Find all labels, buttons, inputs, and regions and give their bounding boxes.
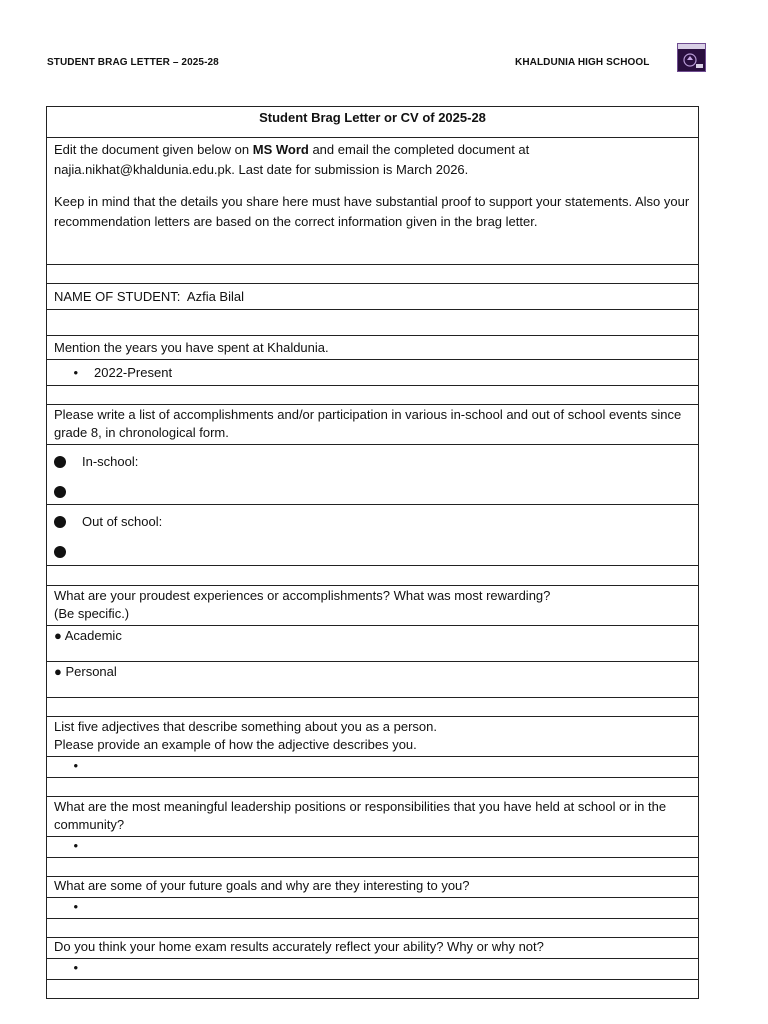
out-of-school-label: Out of school: (82, 514, 163, 529)
brag-letter-form (46, 106, 699, 999)
form-title: Student Brag Letter or CV of 2025-28 (47, 107, 699, 138)
school-crest-icon (677, 43, 706, 72)
bullet-icon: • (73, 838, 78, 853)
academic-cell[interactable]: ● Academic (47, 626, 699, 662)
instructions-paragraph-1: Edit the document given below on MS Word and email the completed document at najia.nikhat@khaldunia.edu.pk. Last date for submission is March 2026. (54, 142, 530, 177)
leadership-question: What are the most meaningful leadership positions or responsibilities that you have held at school or in the community? (47, 797, 699, 837)
adjectives-question-line-1: List five adjectives that describe something about you as a person. (54, 719, 437, 734)
adjectives-answer-row[interactable] (47, 757, 699, 778)
accomplishments-question: Please write a list of accomplishments and/or participation in various in-school and out of school events since grade 8, in chronological form. (47, 405, 699, 445)
spacer-row[interactable] (47, 386, 699, 405)
in-school-cell[interactable] (47, 445, 699, 505)
goals-answer-row[interactable] (47, 898, 699, 919)
instructions-paragraph-2: Keep in mind that the details you share here must have substantial proof to support your statements. Also your recommendation letters are based on the correct information given in the brag letter. (54, 194, 690, 229)
header-school-name: KHALDUNIA HIGH SCHOOL (515, 57, 650, 68)
student-name-value: Azfia Bilal (186, 289, 244, 304)
bullet-icon: • (73, 365, 78, 380)
bullet-icon (54, 486, 66, 498)
spacer-row[interactable] (47, 858, 699, 877)
years-question: Mention the years you have spent at Khaldunia. (47, 336, 699, 360)
bullet-icon (54, 516, 66, 528)
spacer-row[interactable] (47, 566, 699, 586)
in-school-label: In-school: (82, 454, 139, 469)
spacer-row[interactable] (47, 778, 699, 797)
years-answer-row[interactable] (47, 360, 699, 386)
student-name-label: NAME OF STUDENT: (54, 289, 181, 304)
personal-cell[interactable]: ● Personal (47, 662, 699, 698)
adjectives-question-line-2: Please provide an example of how the adjective describes you. (54, 737, 417, 752)
goals-question: What are some of your future goals and why are they interesting to you? (47, 877, 699, 898)
adjectives-question (47, 717, 699, 757)
ms-word-emphasis: MS Word (252, 142, 309, 157)
spacer-row[interactable] (47, 980, 699, 999)
bullet-icon: • (73, 899, 78, 914)
exam-answer-row[interactable] (47, 959, 699, 980)
proudest-question (47, 586, 699, 626)
spacer-row[interactable] (47, 919, 699, 938)
spacer-row[interactable] (47, 698, 699, 717)
bullet-icon (54, 546, 66, 558)
bullet-icon: • (73, 758, 78, 773)
leadership-answer-row[interactable] (47, 837, 699, 858)
spacer-row[interactable] (47, 310, 699, 336)
header-left-title: STUDENT BRAG LETTER – 2025-28 (47, 57, 219, 68)
proudest-question-line-2: (Be specific.) (54, 606, 130, 621)
spacer-row[interactable] (47, 265, 699, 284)
out-of-school-cell[interactable] (47, 505, 699, 566)
instructions-cell (47, 138, 699, 265)
bullet-icon (54, 456, 66, 468)
exam-question: Do you think your home exam results accurately reflect your ability? Why or why not? (47, 938, 699, 959)
bullet-icon: • (73, 960, 78, 975)
proudest-question-line-1: What are your proudest experiences or accomplishments? What was most rewarding? (54, 588, 551, 603)
student-name-row[interactable] (47, 284, 699, 310)
years-answer: 2022-Present (94, 365, 173, 380)
